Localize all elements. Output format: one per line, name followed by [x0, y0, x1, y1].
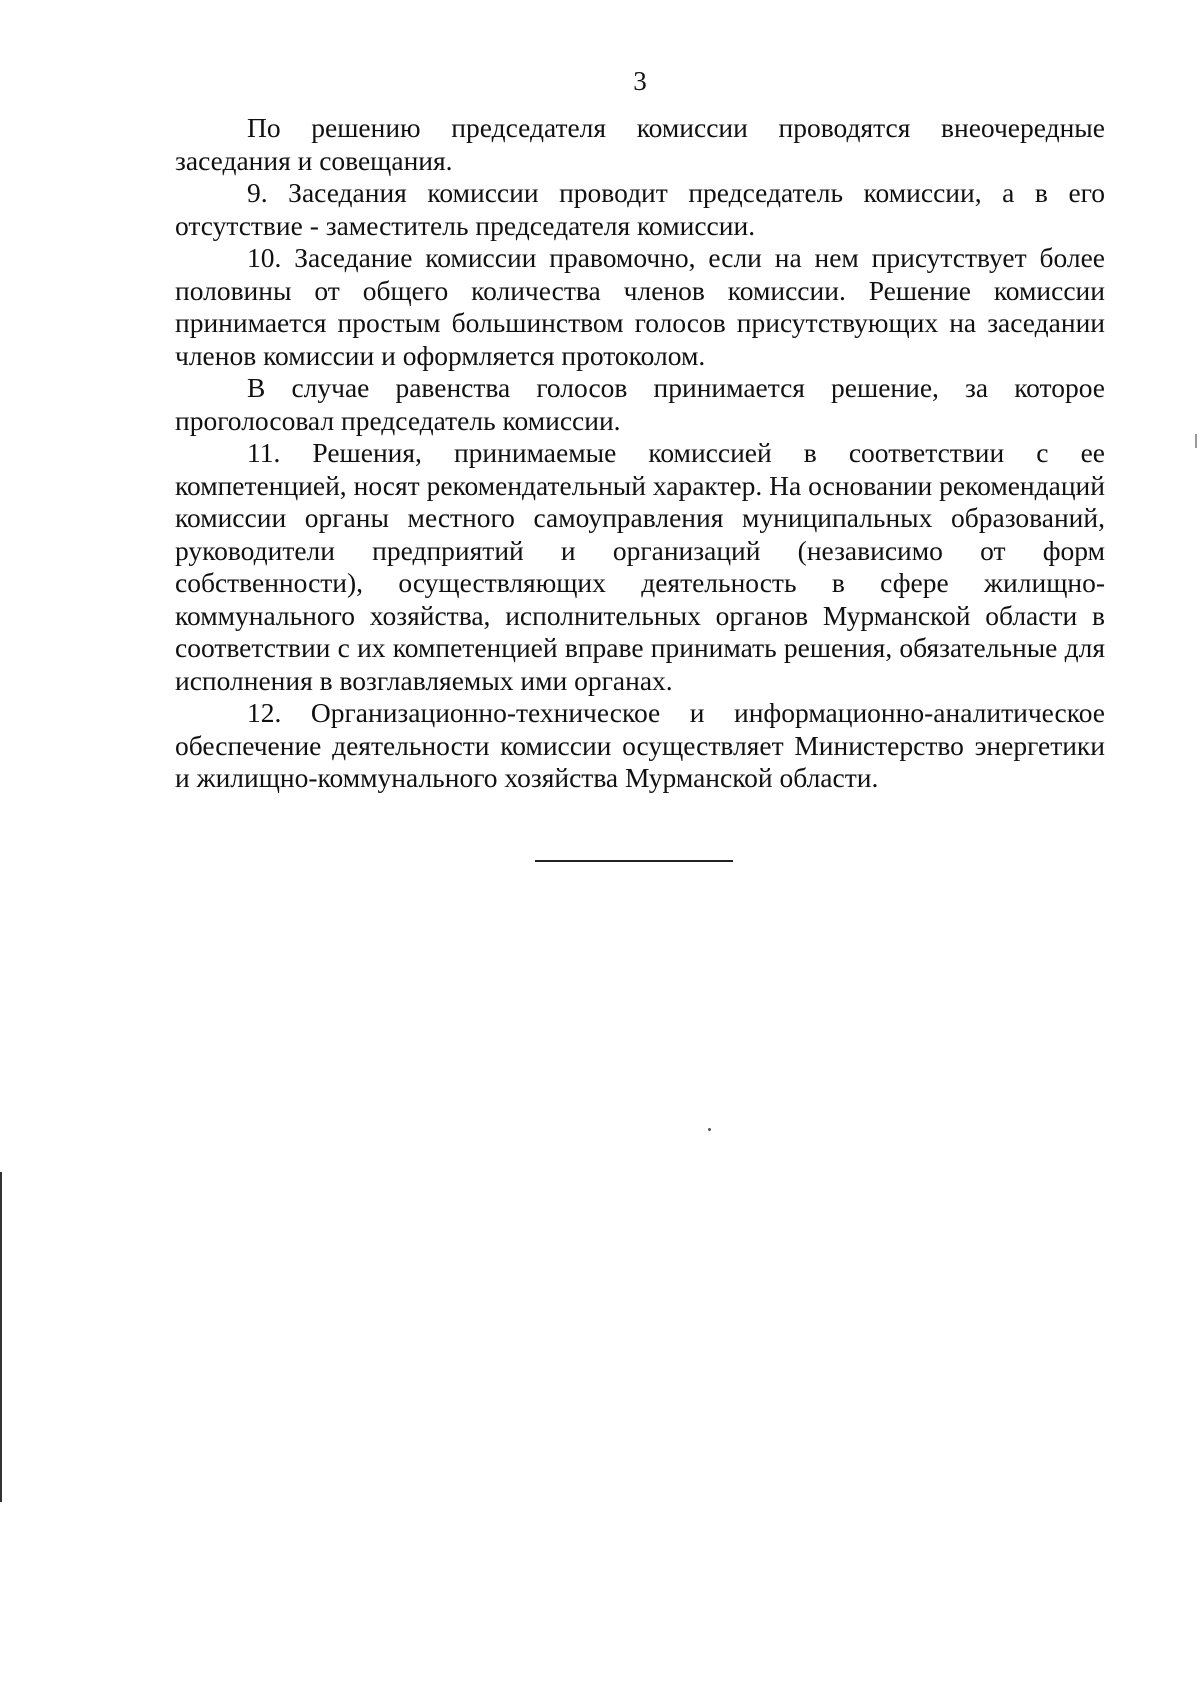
page-number: 3 — [633, 66, 647, 96]
paragraph-9: 9. Заседания комиссии проводит председатель комиссии, а в его отсутствие - заместитель председателя комиссии. — [175, 177, 1105, 241]
paragraph-10: 10. Заседание комиссии правомочно, если на нем присутствует более половины от общего количества членов комиссии. Решение комиссии принимается простым большинством голосов присутствующих на заседании членов комиссии и оформляется протоколом. — [175, 242, 1105, 371]
end-separator-line — [535, 860, 733, 862]
scan-speck — [1195, 434, 1197, 448]
paragraph-11: 11. Решения, принимаемые комиссией в соответствии с ее компетенцией, носят рекомендательный характер. На основании рекомендаций комиссии органы местного самоуправления муниципальных образований, руководители предприятий и организаций (независимо от форм собственности), осуществляющих деятельность в сфере жилищно-коммунального хозяйства, исполнительных органов Мурманской области в соответствии с их компетенцией вправе принимать решения, обязательные для исполнения в возглавляемых ими органах. — [175, 437, 1105, 696]
paragraph-extraordinary-meetings: По решению председателя комиссии проводятся внеочередные заседания и совещания. — [175, 112, 1105, 176]
paragraph-12: 12. Организационно-техническое и информационно-аналитическое обеспечение деятельности комиссии осуществляет Министерство энергетики и жилищно-коммунального хозяйства Мурманской области. — [175, 697, 1105, 793]
document-body — [175, 112, 1105, 795]
scan-speck — [708, 1128, 711, 1131]
paragraph-equal-votes: В случае равенства голосов принимается решение, за которое проголосовал председатель комиссии. — [175, 372, 1105, 436]
scan-edge-line — [0, 1172, 2, 1502]
